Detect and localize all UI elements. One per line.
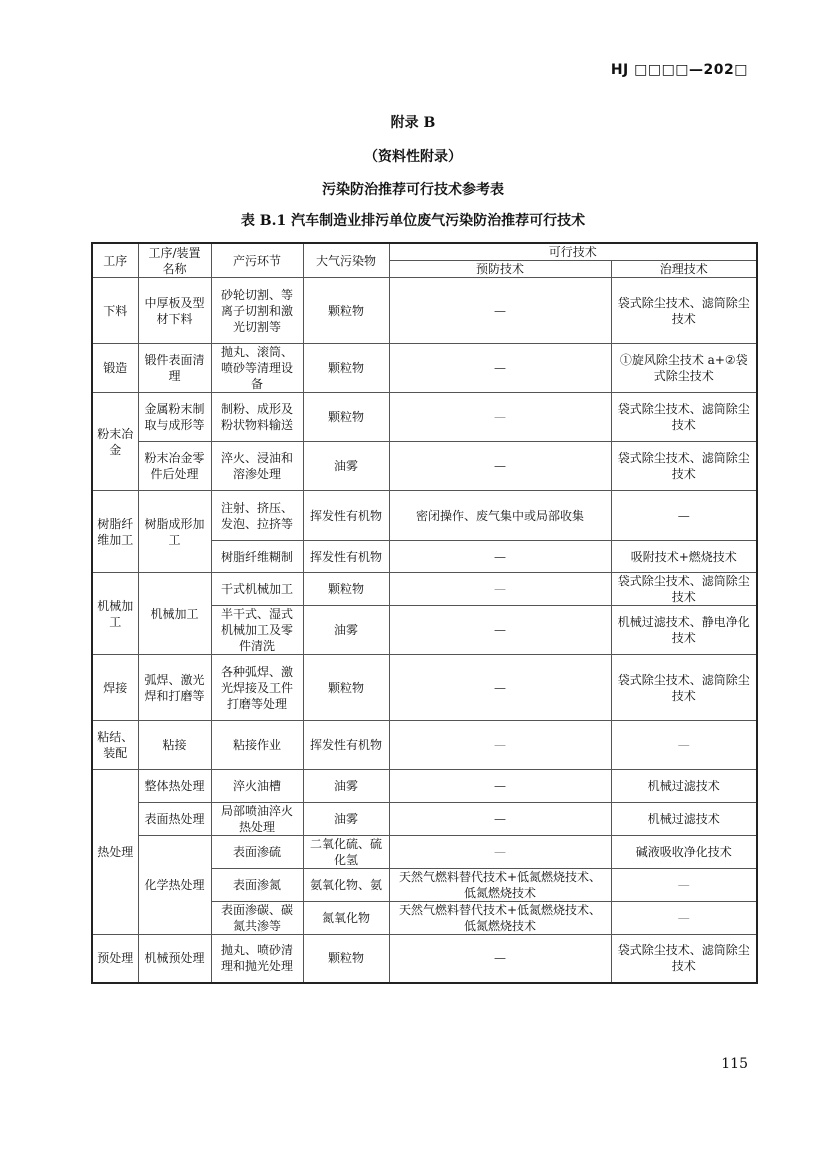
prevention-cell: — xyxy=(389,393,611,442)
process-cell: 粉末冶金 xyxy=(92,393,138,491)
treatment-cell: — xyxy=(611,902,757,935)
treatment-cell: 袋式除尘技术、滤筒除尘技术 xyxy=(611,573,757,606)
prevention-cell: — xyxy=(389,606,611,655)
stage-cell: 注射、挤压、发泡、拉挤等 xyxy=(211,491,303,541)
table-row xyxy=(92,721,757,770)
treatment-cell: 袋式除尘技术、滤筒除尘技术 xyxy=(611,442,757,491)
unit-cell: 机械加工 xyxy=(138,573,211,655)
appendix-title: 附录 B xyxy=(390,115,436,131)
col-header-treatment: 治理技术 xyxy=(611,261,757,278)
prevention-cell: — xyxy=(389,541,611,573)
stage-cell: 砂轮切割、等离子切割和激光切割等 xyxy=(211,278,303,344)
treatment-cell: ①旋风除尘技术 a+②袋式除尘技术 xyxy=(611,344,757,393)
stage-cell: 各种弧焊、激光焊接及工件打磨等处理 xyxy=(211,655,303,721)
treatment-cell: 袋式除尘技术、滤筒除尘技术 xyxy=(611,393,757,442)
table-row xyxy=(92,935,757,983)
table-row xyxy=(92,278,757,344)
process-cell: 树脂纤维加工 xyxy=(92,491,138,573)
treatment-cell: 袋式除尘技术、滤筒除尘技术 xyxy=(611,278,757,344)
process-cell: 粘结、装配 xyxy=(92,721,138,770)
unit-cell: 整体热处理 xyxy=(138,770,211,803)
process-cell: 焊接 xyxy=(92,655,138,721)
prevention-cell: 天然气燃料替代技术+低氮燃烧技术、低氮燃烧技术 xyxy=(389,902,611,935)
pollutant-cell: 氮氧化物 xyxy=(303,902,389,935)
pollutant-cell: 颗粒物 xyxy=(303,935,389,983)
unit-cell: 粉末冶金零件后处理 xyxy=(138,442,211,491)
table-row xyxy=(92,655,757,721)
treatment-cell: 机械过滤技术、静电净化技术 xyxy=(611,606,757,655)
pollutant-cell: 油雾 xyxy=(303,606,389,655)
table-row xyxy=(92,344,757,393)
stage-cell: 淬火油槽 xyxy=(211,770,303,803)
stage-cell: 半干式、湿式机械加工及零件清洗 xyxy=(211,606,303,655)
pollutant-cell: 颗粒物 xyxy=(303,393,389,442)
stage-cell: 制粉、成形及粉状物料输送 xyxy=(211,393,303,442)
pollutant-cell: 油雾 xyxy=(303,770,389,803)
col-header-stage: 产污环节 xyxy=(211,243,303,278)
treatment-cell: 袋式除尘技术、滤筒除尘技术 xyxy=(611,935,757,983)
col-header-process: 工序 xyxy=(92,243,138,278)
table-caption: 表 B.1 汽车制造业排污单位废气污染防治推荐可行技术 xyxy=(240,213,586,229)
unit-cell: 弧焊、激光焊和打磨等 xyxy=(138,655,211,721)
unit-cell: 粘接 xyxy=(138,721,211,770)
pollutant-cell: 颗粒物 xyxy=(303,278,389,344)
treatment-cell: 吸附技术+燃烧技术 xyxy=(611,541,757,573)
col-header-pollutant: 大气污染物 xyxy=(303,243,389,278)
technology-table xyxy=(91,242,758,984)
unit-cell: 表面热处理 xyxy=(138,803,211,836)
unit-cell: 化学热处理 xyxy=(138,836,211,935)
pollutant-cell: 二氧化硫、硫化氢 xyxy=(303,836,389,869)
stage-cell: 粘接作业 xyxy=(211,721,303,770)
stage-cell: 表面渗氮 xyxy=(211,869,303,902)
stage-cell: 树脂纤维糊制 xyxy=(211,541,303,573)
stage-cell: 抛丸、喷砂清理和抛光处理 xyxy=(211,935,303,983)
table-row xyxy=(92,393,757,442)
prevention-cell: — xyxy=(389,770,611,803)
prevention-cell: — xyxy=(389,836,611,869)
prevention-cell: — xyxy=(389,803,611,836)
table-row xyxy=(92,803,757,836)
prevention-cell: — xyxy=(389,278,611,344)
unit-cell: 机械预处理 xyxy=(138,935,211,983)
prevention-cell: 密闭操作、废气集中或局部收集 xyxy=(389,491,611,541)
stage-cell: 表面渗硫 xyxy=(211,836,303,869)
standard-code: HJ □□□□—202□ xyxy=(610,62,748,78)
treatment-cell: 碱液吸收净化技术 xyxy=(611,836,757,869)
pollutant-cell: 颗粒物 xyxy=(303,573,389,606)
appendix-heading: 污染防治推荐可行技术参考表 xyxy=(322,182,504,198)
process-cell: 锻造 xyxy=(92,344,138,393)
appendix-subtitle: （资料性附录） xyxy=(364,149,462,165)
prevention-cell: — xyxy=(389,442,611,491)
unit-cell: 锻件表面清理 xyxy=(138,344,211,393)
col-header-feasible: 可行技术 xyxy=(389,243,757,261)
prevention-cell: — xyxy=(389,344,611,393)
pollutant-cell: 挥发性有机物 xyxy=(303,491,389,541)
pollutant-cell: 油雾 xyxy=(303,803,389,836)
unit-cell: 金属粉末制取与成形等 xyxy=(138,393,211,442)
stage-cell: 局部喷油淬火热处理 xyxy=(211,803,303,836)
prevention-cell: — xyxy=(389,935,611,983)
process-cell: 热处理 xyxy=(92,770,138,935)
pollutant-cell: 颗粒物 xyxy=(303,655,389,721)
unit-cell: 中厚板及型材下料 xyxy=(138,278,211,344)
process-cell: 机械加工 xyxy=(92,573,138,655)
table-row xyxy=(92,836,757,869)
treatment-cell: — xyxy=(611,869,757,902)
treatment-cell: — xyxy=(611,491,757,541)
process-cell: 下料 xyxy=(92,278,138,344)
stage-cell: 淬火、浸油和溶渗处理 xyxy=(211,442,303,491)
pollutant-cell: 挥发性有机物 xyxy=(303,721,389,770)
table-header-row xyxy=(92,243,757,261)
stage-cell: 抛丸、滚筒、喷砂等清理设备 xyxy=(211,344,303,393)
table-row xyxy=(92,770,757,803)
table-row xyxy=(92,491,757,541)
process-cell: 预处理 xyxy=(92,935,138,983)
table-row xyxy=(92,573,757,606)
prevention-cell: 天然气燃料替代技术+低氮燃烧技术、低氮燃烧技术 xyxy=(389,869,611,902)
unit-cell: 树脂成形加工 xyxy=(138,491,211,573)
pollutant-cell: 氨氧化物、氨 xyxy=(303,869,389,902)
prevention-cell: — xyxy=(389,573,611,606)
stage-cell: 干式机械加工 xyxy=(211,573,303,606)
pollutant-cell: 颗粒物 xyxy=(303,344,389,393)
prevention-cell: — xyxy=(389,655,611,721)
treatment-cell: 机械过滤技术 xyxy=(611,770,757,803)
treatment-cell: 机械过滤技术 xyxy=(611,803,757,836)
pollutant-cell: 挥发性有机物 xyxy=(303,541,389,573)
treatment-cell: — xyxy=(611,721,757,770)
treatment-cell: 袋式除尘技术、滤筒除尘技术 xyxy=(611,655,757,721)
col-header-prevention: 预防技术 xyxy=(389,261,611,278)
table-row xyxy=(92,442,757,491)
prevention-cell: — xyxy=(389,721,611,770)
page-number: 115 xyxy=(721,1056,748,1072)
stage-cell: 表面渗碳、碳氮共渗等 xyxy=(211,902,303,935)
col-header-unit: 工序/装置名称 xyxy=(138,243,211,278)
pollutant-cell: 油雾 xyxy=(303,442,389,491)
